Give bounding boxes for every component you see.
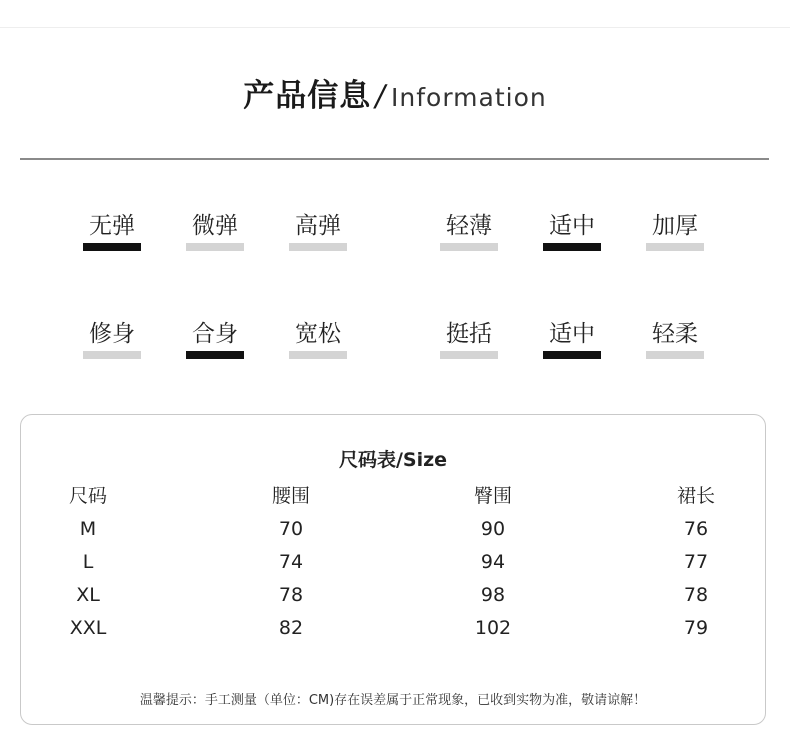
- attr-elasticity-slight: [186, 211, 244, 251]
- title-divider: [20, 158, 769, 160]
- attr-softness-soft: [646, 319, 704, 359]
- size-chart-title: 尺码表/Size: [338, 449, 448, 471]
- measurement-note: 温馨提示：手工测量（单位：CM)存在误差属于正常现象，已收到实物为准，敬请谅解！: [139, 693, 647, 708]
- attr-label: 加厚: [652, 213, 698, 239]
- title-chinese: 产品信息: [243, 78, 372, 114]
- attr-label: 宽松: [295, 321, 341, 347]
- attr-indicator-bar: [646, 351, 704, 359]
- attr-indicator-bar: [646, 243, 704, 251]
- attr-indicator-bar: [83, 351, 141, 359]
- attr-label: 高弹: [295, 213, 341, 239]
- table-cell: 79: [683, 617, 709, 639]
- table-cell: L: [82, 551, 94, 573]
- title-english: Information: [391, 83, 547, 112]
- attr-indicator-bar: [289, 243, 347, 251]
- table-row: [21, 579, 765, 612]
- attr-thickness-medium: [543, 211, 601, 251]
- header-cell-size: 尺码: [68, 485, 107, 507]
- attr-fit-slim: [83, 319, 141, 359]
- attr-label: 挺括: [446, 321, 492, 347]
- table-cell: 78: [683, 584, 709, 606]
- table-cell: M: [79, 518, 97, 540]
- attr-label: 微弹: [192, 213, 238, 239]
- attr-thickness-thin: [440, 211, 498, 251]
- page-title: [0, 70, 790, 115]
- attr-indicator-bar: [289, 351, 347, 359]
- size-chart-card: [20, 414, 766, 725]
- attr-label: 轻薄: [446, 213, 492, 239]
- attr-indicator-bar: [440, 351, 498, 359]
- top-rule: [0, 27, 790, 28]
- table-cell: XXL: [69, 617, 107, 639]
- table-cell: 98: [480, 584, 506, 606]
- attr-label: 无弹: [89, 213, 135, 239]
- attr-fit-loose: [289, 319, 347, 359]
- attr-elasticity-none: [83, 211, 141, 251]
- attr-indicator-bar: [186, 243, 244, 251]
- attr-softness-medium: [543, 319, 601, 359]
- table-row: [21, 612, 765, 645]
- attr-indicator-bar: [83, 243, 141, 251]
- title-slash: /: [375, 79, 386, 113]
- table-cell: 82: [278, 617, 304, 639]
- attr-indicator-bar: [543, 351, 601, 359]
- table-cell: 77: [683, 551, 709, 573]
- table-cell: 102: [474, 617, 512, 639]
- header-cell-hip: 臀围: [473, 485, 512, 507]
- table-row: [21, 513, 765, 546]
- table-cell: 78: [278, 584, 304, 606]
- header-cell-waist: 腰围: [271, 485, 310, 507]
- attr-fit-regular: [186, 319, 244, 359]
- attr-indicator-bar: [440, 243, 498, 251]
- header-cell-length: 裙长: [676, 485, 715, 507]
- attr-label: 适中: [549, 213, 595, 239]
- table-header-row: [21, 480, 765, 513]
- attr-thickness-thick: [646, 211, 704, 251]
- table-cell: 76: [683, 518, 709, 540]
- size-table: [21, 480, 765, 645]
- table-cell: 74: [278, 551, 304, 573]
- attr-label: 轻柔: [652, 321, 698, 347]
- attr-label: 适中: [549, 321, 595, 347]
- table-row: [21, 546, 765, 579]
- table-cell: XL: [76, 584, 100, 606]
- attr-elasticity-high: [289, 211, 347, 251]
- table-cell: 90: [480, 518, 506, 540]
- attr-indicator-bar: [543, 243, 601, 251]
- table-cell: 70: [278, 518, 304, 540]
- attr-indicator-bar: [186, 351, 244, 359]
- table-cell: 94: [480, 551, 506, 573]
- attr-softness-crisp: [440, 319, 498, 359]
- attr-label: 合身: [192, 321, 238, 347]
- attr-label: 修身: [89, 321, 135, 347]
